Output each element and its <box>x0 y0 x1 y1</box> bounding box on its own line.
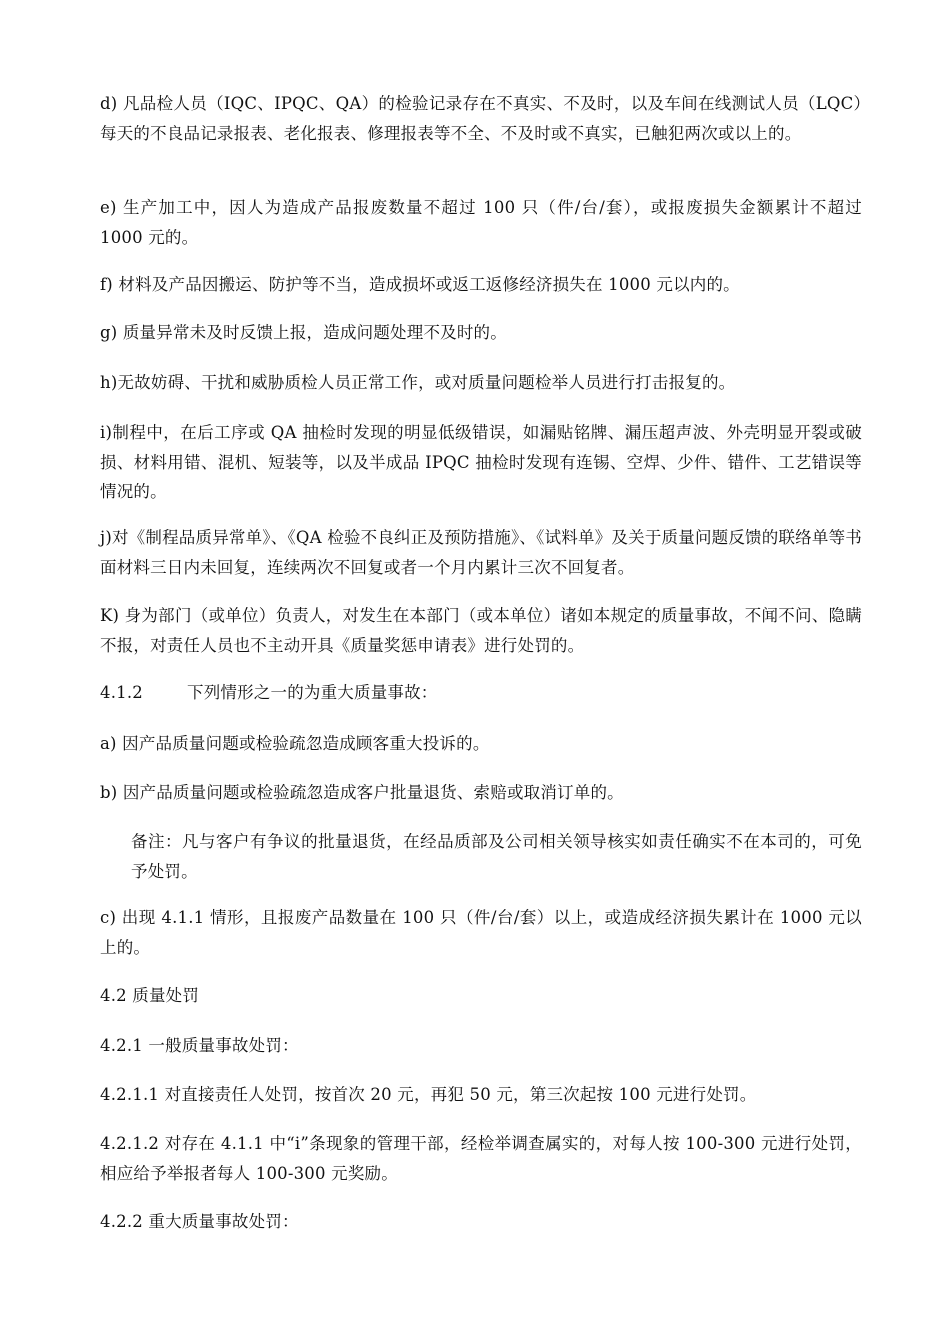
clause-k: K) 身为部门（或单位）负责人，对发生在本部门（或本单位）诸如本规定的质量事故，不闻不问、隐瞒不报，对责任人员也不主动开具《质量奖惩申请表》进行处罚的。 <box>100 606 862 655</box>
section-heading-4-1-2 <box>100 678 862 708</box>
clause-e: e) 生产加工中，因人为造成产品报废数量不超过 100 只（件/台/套），或报废损失金额累计不超过 1000 元的。 <box>100 198 862 247</box>
section-heading-4-2-1: 4.2.1 一般质量事故处罚： <box>100 1036 299 1055</box>
clause-h: h)无故妨碍、干扰和威胁质检人员正常工作，或对质量问题检举人员进行打击报复的。 <box>100 373 736 392</box>
clause-4-2-1-2: 4.2.1.2 对存在 4.1.1 中“i”条现象的管理干部，经检举调查属实的，对每人按 100-300 元进行处罚，相应给予举报者每人 100-300 元奖励。 <box>100 1134 862 1183</box>
clause-j: j)对《制程品质异常单》、《QA 检验不良纠正及预防措施》、《试料单》及关于质量问题反馈的联络单等书面材料三日内未回复，连续两次不回复或者一个月内累计三次不回复者。 <box>100 528 862 577</box>
clause-a: a) 因产品质量问题或检验疏忽造成顾客重大投诉的。 <box>100 734 490 753</box>
clause-c: c) 出现 4.1.1 情形，且报废产品数量在 100 只（件/台/套）以上，或造成经济损失累计在 1000 元以上的。 <box>100 908 862 957</box>
clause-4-2-1-1: 4.2.1.1 对直接责任人处罚，按首次 20 元，再犯 50 元，第三次起按 100 元进行处罚。 <box>100 1085 757 1104</box>
section-heading-4-2: 4.2 质量处罚 <box>100 986 200 1005</box>
section-heading-4-2-2: 4.2.2 重大质量事故处罚： <box>100 1212 299 1231</box>
clause-f: f) 材料及产品因搬运、防护等不当，造成损坏或返工返修经济损失在 1000 元以内的。 <box>100 275 740 294</box>
clause-b: b) 因产品质量问题或检验疏忽造成客户批量退货、索赔或取消订单的。 <box>100 783 624 802</box>
clause-d: d) 凡品检人员（IQC、IPQC、QA）的检验记录存在不真实、不及时，以及车间在线测试人员（LQC）每天的不良品记录报表、老化报表、修理报表等不全、不及时或不真实，已触犯两次或以上的。 <box>100 94 862 143</box>
clause-i: i)制程中，在后工序或 QA 抽检时发现的明显低级错误，如漏贴铭牌、漏压超声波、外壳明显开裂或破损、材料用错、混机、短装等，以及半成品 IPQC 抽检时发现有连锡、空焊、少件、错件、工艺错误等情况的。 <box>100 423 862 501</box>
clause-g: g) 质量异常未及时反馈上报，造成问题处理不及时的。 <box>100 323 507 342</box>
section-title: 下列情形之一的为重大质量事故： <box>187 683 438 702</box>
note-paragraph: 备注：凡与客户有争议的批量退货，在经品质部及公司相关领导核实如责任确实不在本司的，可免予处罚。 <box>131 832 862 881</box>
section-number: 4.1.2 <box>100 683 143 702</box>
